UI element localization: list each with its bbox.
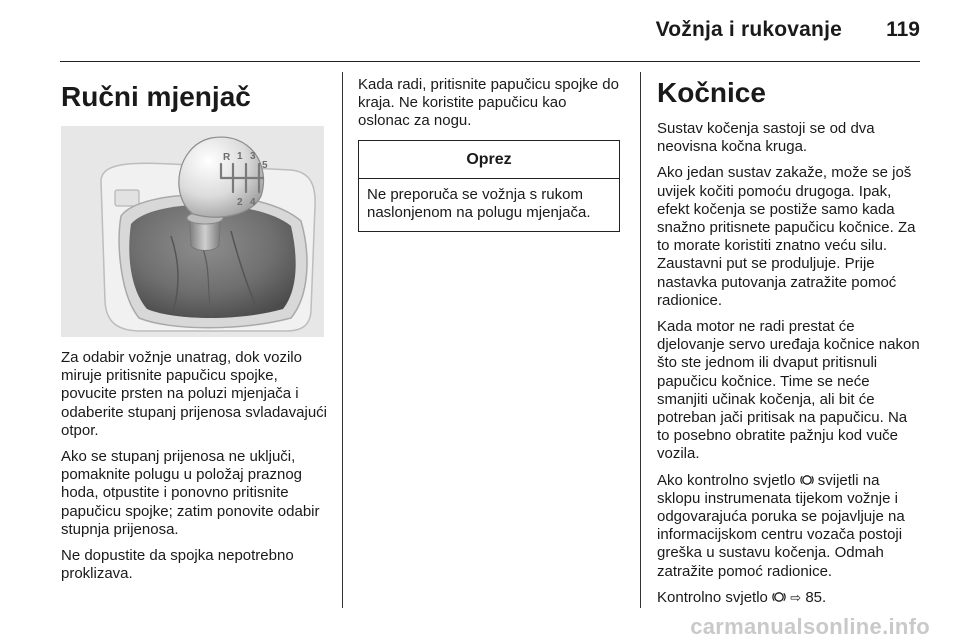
right-column: [657, 76, 923, 615]
heading-brakes: Kočnice: [657, 77, 766, 108]
watermark: carmanualsonline.info: [690, 614, 930, 639]
left-column: [61, 80, 326, 114]
paragraph: Sustav kočenja sastoji se od dva neovisna kočna kruga.: [657, 120, 875, 156]
caution-box: [358, 140, 620, 232]
gear-label-r: R: [223, 152, 231, 163]
gear-shift-illustration: [61, 126, 324, 337]
paragraph: Ne dopustite da spojka nepotrebno proklizava.: [61, 547, 294, 583]
page-header: [60, 0, 920, 62]
left-column-text: [61, 349, 327, 591]
page-number: 119: [886, 18, 920, 41]
brake-warning-light-icon: [800, 473, 814, 487]
reference-text: Kontrolno svjetlo: [657, 588, 768, 606]
paragraph-reference: [657, 589, 923, 607]
caution-title: Oprez: [359, 141, 619, 179]
gear-label-2: 2: [237, 197, 243, 208]
paragraph-warning-light: [657, 472, 923, 581]
caution-body: Ne preporuča se vožnja s rukom naslonjenom na polugu mjenjača.: [367, 186, 591, 222]
paragraph: Ako jedan sustav zakaže, može se još uvijek kočiti pomoću drugoga. Ipak, efekt kočenja se postiže samo kada snažno pritisnete papučicu kočnice. Za to morate koristiti znatno veću silu. Zaustavni put se produljuje. Prije nastavka putovanja zatražite pomoć radionice.: [657, 164, 916, 309]
gear-label-5: 5: [262, 160, 268, 171]
heading-manual-transmission: Ručni mjenjač: [61, 81, 251, 112]
paragraph: Ako se stupanj prijenosa ne uključi, pomaknite polugu u položaj praznog hoda, otpustite i ponovno pritisnite papučicu spojke; zatim ponovite odabir stupnja prijenosa.: [61, 448, 320, 538]
middle-column: [358, 76, 620, 139]
reference-page[interactable]: 85.: [805, 588, 827, 606]
warning-text-after: svijetli na sklopu instrumenata tijekom vožnje i odgovarajuća poruka se pojavljuje na informacijskom centru vozača postoji greška u sustavu kočenja. Odmah zatražite pomoć radionice.: [657, 471, 905, 580]
paragraph: Kada radi, pritisnite papučicu spojke do kraja. Ne koristite papučicu kao oslonac za nogu.: [358, 76, 619, 130]
section-title: Vožnja i rukovanje: [655, 18, 842, 41]
warning-text-before: Ako kontrolno svjetlo: [657, 471, 796, 489]
page-reference-arrow-icon: ⇨: [790, 589, 802, 605]
brake-warning-light-icon: [772, 590, 786, 604]
gear-label-1: 1: [237, 151, 243, 162]
paragraph: Za odabir vožnje unatrag, dok vozilo miruje pritisnite papučicu spojke, povucite prsten na poluzi mjenjača i odaberite stupanj prijenosa svladavajući otpor.: [61, 349, 328, 439]
paragraph: Kada motor ne radi prestat će djelovanje servo uređaja kočnice nakon što ste jednom ili dvaput pritisnuli papučicu kočnice. Time se neće smanjiti učinak kočenja, ali bit će potreban jači pritisak na papučicu. Na to posebno obratite pažnju kod vuče vozila.: [657, 318, 920, 463]
column-divider: [342, 72, 343, 608]
gear-label-3: 3: [250, 151, 256, 162]
column-divider: [640, 72, 641, 608]
gear-label-4: 4: [250, 197, 256, 208]
